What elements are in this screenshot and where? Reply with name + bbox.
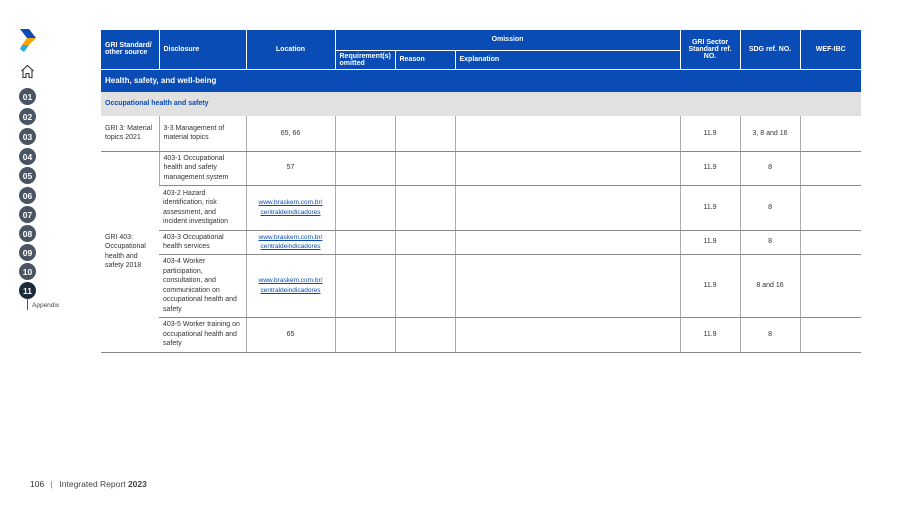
gri-content-index-table (101, 30, 861, 353)
disclosure-cell: 403-2 Hazard identification, risk assessment, and incident investigation (159, 185, 246, 230)
explanation-cell (455, 151, 680, 185)
requirement-cell (335, 116, 395, 151)
nav-item-08[interactable]: 08 (19, 225, 36, 242)
header-gri-standard: GRI Standard/ other source (101, 30, 159, 69)
nav-item-01[interactable]: 01 (19, 88, 36, 105)
location-cell: 57 (246, 151, 335, 185)
sector-cell: 11.9 (680, 254, 740, 317)
section-title: Health, safety, and well-being (101, 69, 861, 92)
table-row (101, 116, 861, 151)
nav-item-05[interactable]: 05 (19, 167, 36, 184)
sdg-cell: 8 (740, 317, 800, 352)
disclosure-cell: 403-3 Occupational health services (159, 230, 246, 254)
appendix-label: Appendix (32, 302, 60, 309)
header-disclosure: Disclosure (159, 30, 246, 69)
location-cell: 65 (246, 317, 335, 352)
reason-cell (395, 254, 455, 317)
header-explanation: Explanation (455, 50, 680, 69)
disclosure-cell: 403-1 Occupational health and safety management system (159, 151, 246, 185)
nav-item-03[interactable]: 03 (19, 128, 36, 145)
nav-item-04[interactable]: 04 (19, 148, 36, 165)
wef-cell (800, 116, 861, 151)
explanation-cell (455, 317, 680, 352)
header-requirement: Requirement(s) omitted (335, 50, 395, 69)
table-row (101, 254, 861, 317)
reason-cell (395, 116, 455, 151)
table-row (101, 317, 861, 352)
disclosure-cell: 403-5 Worker training on occupational health and safety (159, 317, 246, 352)
location-cell: 65, 66 (246, 116, 335, 151)
reason-cell (395, 151, 455, 185)
page-footer (30, 479, 147, 489)
appendix-divider (27, 298, 28, 310)
footer-separator: | (50, 479, 53, 489)
disclosure-cell: 3-3 Management of material topics (159, 116, 246, 151)
header-omission: Omission (335, 30, 680, 50)
nav-item-09[interactable]: 09 (19, 244, 36, 261)
wef-cell (800, 230, 861, 254)
nav-item-07[interactable]: 07 (19, 206, 36, 223)
sdg-cell: 8 (740, 230, 800, 254)
explanation-cell (455, 254, 680, 317)
nav-item-10[interactable]: 10 (19, 263, 36, 280)
sector-cell: 11.9 (680, 230, 740, 254)
header-gri-sector: GRI Sector Standard ref. NO. (680, 30, 740, 69)
nav-item-11[interactable]: 11 (19, 282, 36, 299)
sdg-cell: 8 and 16 (740, 254, 800, 317)
header-sdg: SDG ref. NO. (740, 30, 800, 69)
explanation-cell (455, 185, 680, 230)
header-location: Location (246, 30, 335, 69)
sector-cell: 11.9 (680, 116, 740, 151)
disclosure-cell: 403-4 Worker participation, consultation, and communication on occupational health and safety (159, 254, 246, 317)
reason-cell (395, 185, 455, 230)
nav-item-06[interactable]: 06 (19, 187, 36, 204)
wef-cell (800, 185, 861, 230)
home-icon[interactable] (20, 64, 35, 79)
requirement-cell (335, 230, 395, 254)
explanation-cell (455, 116, 680, 151)
indicators-link[interactable]: www.braskem.com.br/ centraldeindicadores (258, 233, 323, 250)
table-row (101, 185, 861, 230)
nav-item-02[interactable]: 02 (19, 108, 36, 125)
subsection-title: Occupational health and safety (101, 92, 861, 116)
page-number: 106 (30, 479, 45, 489)
sector-cell: 11.9 (680, 185, 740, 230)
sdg-cell: 8 (740, 151, 800, 185)
sector-cell: 11.9 (680, 317, 740, 352)
header-reason: Reason (395, 50, 455, 69)
requirement-cell (335, 254, 395, 317)
reason-cell (395, 317, 455, 352)
table-row (101, 230, 861, 254)
wef-cell (800, 151, 861, 185)
sdg-cell: 3, 8 and 16 (740, 116, 800, 151)
braskem-logo (20, 29, 36, 52)
wef-cell (800, 317, 861, 352)
header-wef-ibc: WEF-IBC (800, 30, 861, 69)
reason-cell (395, 230, 455, 254)
requirement-cell (335, 317, 395, 352)
location-cell (246, 230, 335, 254)
location-cell (246, 185, 335, 230)
indicators-link[interactable]: www.braskem.com.br/ centraldeindicadores (258, 199, 323, 216)
indicators-link[interactable]: www.braskem.com.br/ centraldeindicadores (258, 277, 323, 294)
location-cell (246, 254, 335, 317)
wef-cell (800, 254, 861, 317)
explanation-cell (455, 230, 680, 254)
standard-cell: GRI 403: Occupational health and safety 2018 (101, 151, 159, 352)
report-title: Integrated Report (59, 479, 126, 489)
standard-cell: GRI 3: Material topics 2021 (101, 116, 159, 151)
requirement-cell (335, 151, 395, 185)
sector-cell: 11.9 (680, 151, 740, 185)
report-year: 2023 (127, 479, 147, 489)
table-row (101, 151, 861, 185)
requirement-cell (335, 185, 395, 230)
sdg-cell: 8 (740, 185, 800, 230)
